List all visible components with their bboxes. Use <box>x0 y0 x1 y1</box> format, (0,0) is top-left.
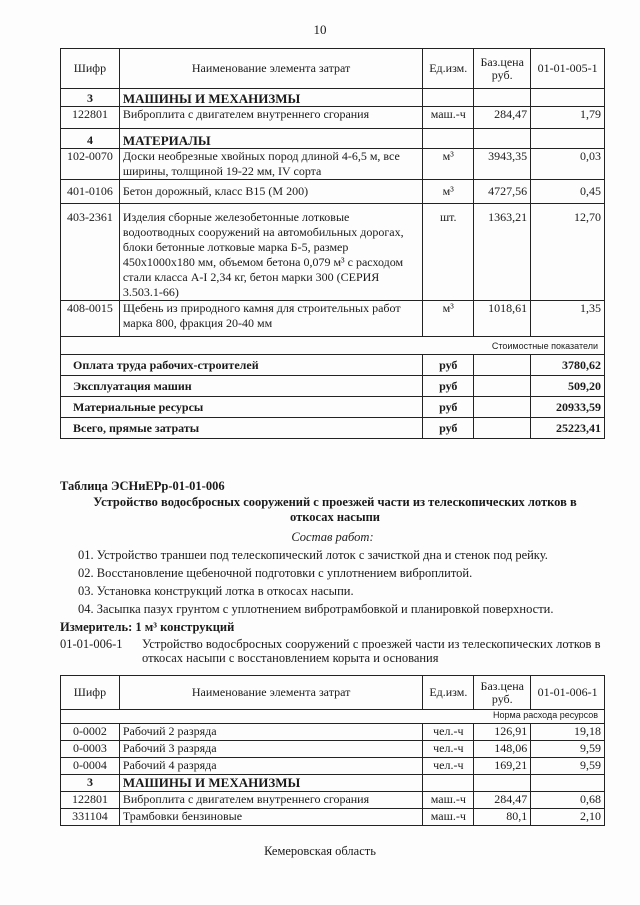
row-code: 408-0015 <box>61 301 120 337</box>
summary-name: Оплата труда рабочих-строителей <box>61 355 423 376</box>
row-name: Виброплита с двигателем внутреннего сгорания <box>119 107 422 129</box>
table-row <box>61 149 605 180</box>
row-code: 401-0106 <box>61 180 120 204</box>
table-row <box>61 724 605 741</box>
row-value: 1,79 <box>531 107 605 129</box>
composition-title: Состав работ: <box>291 530 374 544</box>
row-price: 1018,61 <box>474 301 531 337</box>
composition-item: 02. Восстановление щебеночной подготовки с уплотнением виброплитой. <box>78 566 473 580</box>
composition-item: 03. Установка конструкций лотка в откосах насыпи. <box>78 584 354 598</box>
row-price: 80,1 <box>474 809 531 826</box>
summary-name: Эксплуатация машин <box>61 376 423 397</box>
table-row <box>61 741 605 758</box>
header-norm: 01-01-006-1 <box>531 676 605 710</box>
header-code: Шифр <box>61 49 120 89</box>
row-price: 1363,21 <box>474 204 531 301</box>
cost-header: Стоимостные показатели <box>61 337 605 355</box>
page-number: 10 <box>313 22 327 37</box>
row-value: 19,18 <box>531 724 605 741</box>
norm-code: 01-01-006-1 <box>60 637 123 651</box>
section-row <box>61 129 605 149</box>
footer-region: Кемеровская область <box>264 844 376 858</box>
section-num: 3 <box>61 775 120 792</box>
header-name: Наименование элемента затрат <box>119 49 422 89</box>
header-name: Наименование элемента затрат <box>119 676 422 710</box>
summary-row <box>61 355 605 376</box>
cost-header-row <box>61 337 605 355</box>
summary-value: 25223,41 <box>531 418 605 439</box>
row-price: 3943,35 <box>474 149 531 180</box>
row-name: Рабочий 2 разряда <box>119 724 422 741</box>
summary-name: Материальные ресурсы <box>61 397 423 418</box>
summary-value: 20933,59 <box>531 397 605 418</box>
section-title: МАШИНЫ И МЕХАНИЗМЫ <box>119 775 422 792</box>
row-name: Рабочий 3 разряда <box>119 741 422 758</box>
row-value: 1,35 <box>531 301 605 337</box>
row-name: Трамбовки бензиновые <box>119 809 422 826</box>
row-price: 148,06 <box>474 741 531 758</box>
measure: Измеритель: 1 м³ конструкций <box>60 620 235 634</box>
table-row <box>61 758 605 775</box>
row-name: Щебень из природного камня для строительных работ марка 800, фракция 20-40 мм <box>119 301 422 337</box>
row-name: Виброплита с двигателем внутреннего сгорания <box>119 792 422 809</box>
header-norm: 01-01-005-1 <box>531 49 605 89</box>
table-row <box>61 809 605 826</box>
row-name: Бетон дорожный, класс B15 (М 200) <box>119 180 422 204</box>
summary-row <box>61 397 605 418</box>
table-row <box>61 792 605 809</box>
table-row <box>61 107 605 129</box>
summary-value: 3780,62 <box>531 355 605 376</box>
row-unit: м³ <box>423 301 474 337</box>
row-unit: маш.-ч <box>423 107 474 129</box>
norm-header-row <box>61 710 605 724</box>
summary-unit: руб <box>423 376 474 397</box>
row-code: 0-0002 <box>61 724 120 741</box>
table-header-row <box>61 676 605 710</box>
row-value: 2,10 <box>531 809 605 826</box>
header-price: Баз.цена руб. <box>474 676 531 710</box>
row-name: Доски необрезные хвойных пород длиной 4-6,5 м, все ширины, толщиной 19-22 мм, IV сорта <box>119 149 422 180</box>
row-price: 284,47 <box>474 792 531 809</box>
header-unit: Ед.изм. <box>423 49 474 89</box>
row-code: 403-2361 <box>61 204 120 301</box>
resource-table-2 <box>60 675 605 826</box>
row-name: Рабочий 4 разряда <box>119 758 422 775</box>
header-price: Баз.цена руб. <box>474 49 531 89</box>
row-code: 0-0004 <box>61 758 120 775</box>
summary-name: Всего, прямые затраты <box>61 418 423 439</box>
composition-item: 04. Засыпка пазух грунтом с уплотнением вибротрамбовкой и планировкой поверхности. <box>78 602 554 616</box>
row-unit: шт. <box>423 204 474 301</box>
row-code: 0-0003 <box>61 741 120 758</box>
summary-unit: руб <box>423 397 474 418</box>
row-value: 9,59 <box>531 741 605 758</box>
row-value: 0,03 <box>531 149 605 180</box>
row-code: 122801 <box>61 792 120 809</box>
section-row <box>61 89 605 107</box>
norm-description: Устройство водосбросных сооружений с проезжей части из телескопических лотков в откосах насыпи с восстановлением корыта и основания <box>142 637 601 665</box>
row-unit: маш.-ч <box>423 809 474 826</box>
row-price: 169,21 <box>474 758 531 775</box>
summary-row <box>61 376 605 397</box>
composition-item: 01. Устройство траншеи под телескопический лоток с зачисткой дна и стенок под рейку. <box>78 548 548 562</box>
row-unit: чел.-ч <box>423 724 474 741</box>
row-value: 12,70 <box>531 204 605 301</box>
section-num: 4 <box>61 129 120 149</box>
summary-unit: руб <box>423 418 474 439</box>
header-code: Шифр <box>61 676 120 710</box>
row-price: 284,47 <box>474 107 531 129</box>
row-code: 102-0070 <box>61 149 120 180</box>
section-title: МАШИНЫ И МЕХАНИЗМЫ <box>119 89 422 107</box>
table-row <box>61 301 605 337</box>
row-unit: чел.-ч <box>423 758 474 775</box>
summary-row <box>61 418 605 439</box>
section-num: 3 <box>61 89 120 107</box>
header-unit: Ед.изм. <box>423 676 474 710</box>
row-code: 331104 <box>61 809 120 826</box>
table-header-row <box>61 49 605 89</box>
row-value: 9,59 <box>531 758 605 775</box>
summary-unit: руб <box>423 355 474 376</box>
row-name: Изделия сборные железобетонные лотковые водоотводных сооружений на автомобильных дорогах, блоки бетонные лотковые марка Б-5, размер 450х1000х180 мм, объемом бетона 0,079 м³ с расходом стали класса А-I 2,34 кг, бетон марки 300 (СЕРИЯ 3.503.1-66) <box>119 204 422 301</box>
section-row <box>61 775 605 792</box>
row-code: 122801 <box>61 107 120 129</box>
norm-header: Норма расхода ресурсов <box>61 710 605 724</box>
row-unit: маш.-ч <box>423 792 474 809</box>
table-row <box>61 204 605 301</box>
row-unit: м³ <box>423 149 474 180</box>
row-unit: м³ <box>423 180 474 204</box>
table-title: Таблица ЭСНиЕРр-01-01-006 <box>60 479 225 493</box>
table-row <box>61 180 605 204</box>
row-value: 0,68 <box>531 792 605 809</box>
table-subtitle: Устройство водосбросных сооружений с проезжей части из телескопических лотков в откосах насыпи <box>93 495 577 524</box>
row-price: 126,91 <box>474 724 531 741</box>
row-price: 4727,56 <box>474 180 531 204</box>
resource-table-1 <box>60 48 605 439</box>
summary-value: 509,20 <box>531 376 605 397</box>
row-unit: чел.-ч <box>423 741 474 758</box>
section-title: МАТЕРИАЛЫ <box>119 129 422 149</box>
row-value: 0,45 <box>531 180 605 204</box>
